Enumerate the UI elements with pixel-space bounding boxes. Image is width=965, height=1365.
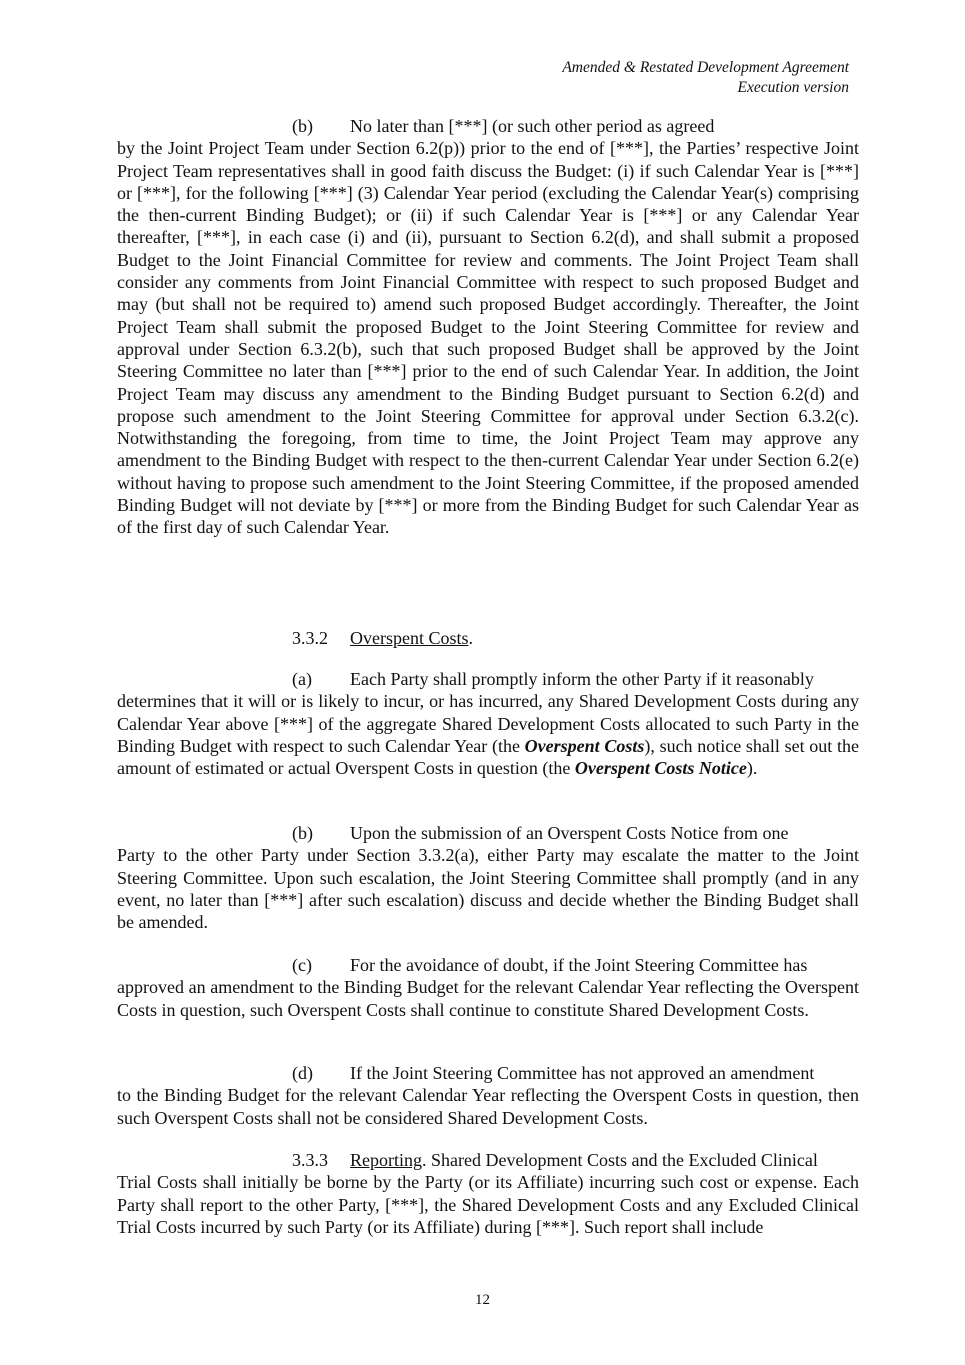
section-heading-3-3-2: 3.3.2 Overspent Costs.: [292, 628, 473, 648]
page-header: [562, 58, 849, 98]
paragraph-lead-line: (c) For the avoidance of doubt, if the Joint Steering Committee has: [292, 955, 808, 975]
paragraph-lead-line: (a) Each Party shall promptly inform the other Party if it reasonably: [292, 669, 814, 689]
paragraph-body: Party to the other Party under Section 3.3.2(a), either Party may escalate the matter to the Joint Steering Committee. Upon such escalation, the Joint Steering Committee shall promptly (and in any event, no later than [***] after such escalation) discuss and decide whether the Binding Budget shall be amended.: [117, 845, 859, 933]
section-number: 3.3.2: [292, 628, 328, 648]
section-title: Reporting: [350, 1150, 422, 1170]
header-version: Execution version: [737, 79, 849, 96]
paragraph-d-not-approved: [117, 1062, 859, 1129]
paragraph-number: (a): [292, 669, 312, 689]
paragraph-number: (d): [292, 1063, 313, 1083]
section-number: 3.3.3: [292, 1150, 328, 1170]
header-title: Amended & Restated Development Agreement: [562, 59, 849, 76]
paragraph-body: to the Binding Budget for the relevant Calendar Year reflecting the Overspent Costs in question, then such Overspent Costs shall not be considered Shared Development Costs.: [117, 1085, 859, 1128]
defined-term: Overspent Costs Notice: [574, 758, 747, 779]
paragraph-c-avoidance: [117, 954, 859, 1021]
paragraph-lead-line: (b) Upon the submission of an Overspent Costs Notice from one: [292, 823, 789, 843]
paragraph-lead-line: 3.3.3 Reporting. Shared Development Costs and the Excluded Clinical: [292, 1150, 818, 1170]
paragraph-lead-line: (b) No later than [***] (or such other period as agreed: [292, 116, 715, 136]
paragraph-number: (b): [292, 116, 313, 136]
defined-term: Overspent Costs: [524, 735, 645, 756]
page-number: 12: [475, 1292, 490, 1308]
section-3-3-3-reporting: [117, 1149, 859, 1238]
paragraph-lead-line: (d) If the Joint Steering Committee has not approved an amendment: [292, 1063, 815, 1083]
paragraph-number: (b): [292, 823, 313, 843]
paragraph-body: Trial Costs shall initially be borne by the Party (or its Affiliate) incurring such cost or expense. Each Party shall report to the other Party, [***], the Shared Development Costs and any Excluded Clinical Trial Costs incurred by such Party (or its Affiliate) during [***]. Such report shall include: [117, 1172, 859, 1237]
paragraph-b-escalation: [117, 822, 859, 933]
paragraph-number: (c): [292, 955, 312, 975]
paragraph-a-overspent: (a) Each Party shall promptly inform the other Party if it reasonably determines that it will or is likely to incur, or has incurred, any Shared Development Costs during any Calendar Year above [***] of the aggregate Shared Development Costs allocated to such Party in the Binding Budget with respect to such Calendar Year (the Overspent Costs), such notice shall set out the amount of estimated or actual Overspent Costs in question (the Overspent Costs Notice).: [117, 669, 859, 779]
paragraph-body: approved an amendment to the Binding Budget for the relevant Calendar Year reflecting the Overspent Costs in question, such Overspent Costs shall continue to constitute Shared Development Costs.: [117, 977, 859, 1020]
paragraph-body: by the Joint Project Team under Section 6.2(p)) prior to the end of [***], the Parties’ respective Joint Project Team representatives shall in good faith discuss the Budget: (i) if such Calendar Year is [***] or [***], for the following [***] (3) Calendar Year period (excluding the Calendar Year(s) comprising the then-current Binding Budget); or (ii) if such Calendar Year is [***] or any Calendar Year thereafter, [***], in each case (i) and (ii), pursuant to Section 6.2(d), and shall submit a proposed Budget to the Joint Financial Committee for review and comments. The Joint Project Team shall consider any comments from Joint Financial Committee with respect to such proposed Budget and may (but shall not be required to) amend such proposed Budget accordingly. Thereafter, the Joint Project Team shall submit the proposed Budget to the Joint Steering Committee for review and approval under Section 6.3.2(b), such that such proposed Budget shall be approved by the Joint Steering Committee no later than [***] prior to the end of such Calendar Year. In addition, the Joint Project Team may discuss any amendment to the Binding Budget pursuant to Section 6.2(d) and propose such amendment to the Joint Steering Committee for approval under Section 6.3.2(c). Notwithstanding the foregoing, from time to time, the Joint Project Team may approve any amendment to the Binding Budget with respect to the then-current Calendar Year under Section 6.2(e) without having to propose such amendment to the Joint Steering Committee, if the proposed amended Binding Budget will not deviate by [***] or more from the Binding Budget for such Calendar Year as of the first day of such Calendar Year.: [117, 138, 859, 538]
paragraph-b-budget: [117, 115, 859, 539]
section-title: Overspent Costs: [350, 628, 469, 648]
